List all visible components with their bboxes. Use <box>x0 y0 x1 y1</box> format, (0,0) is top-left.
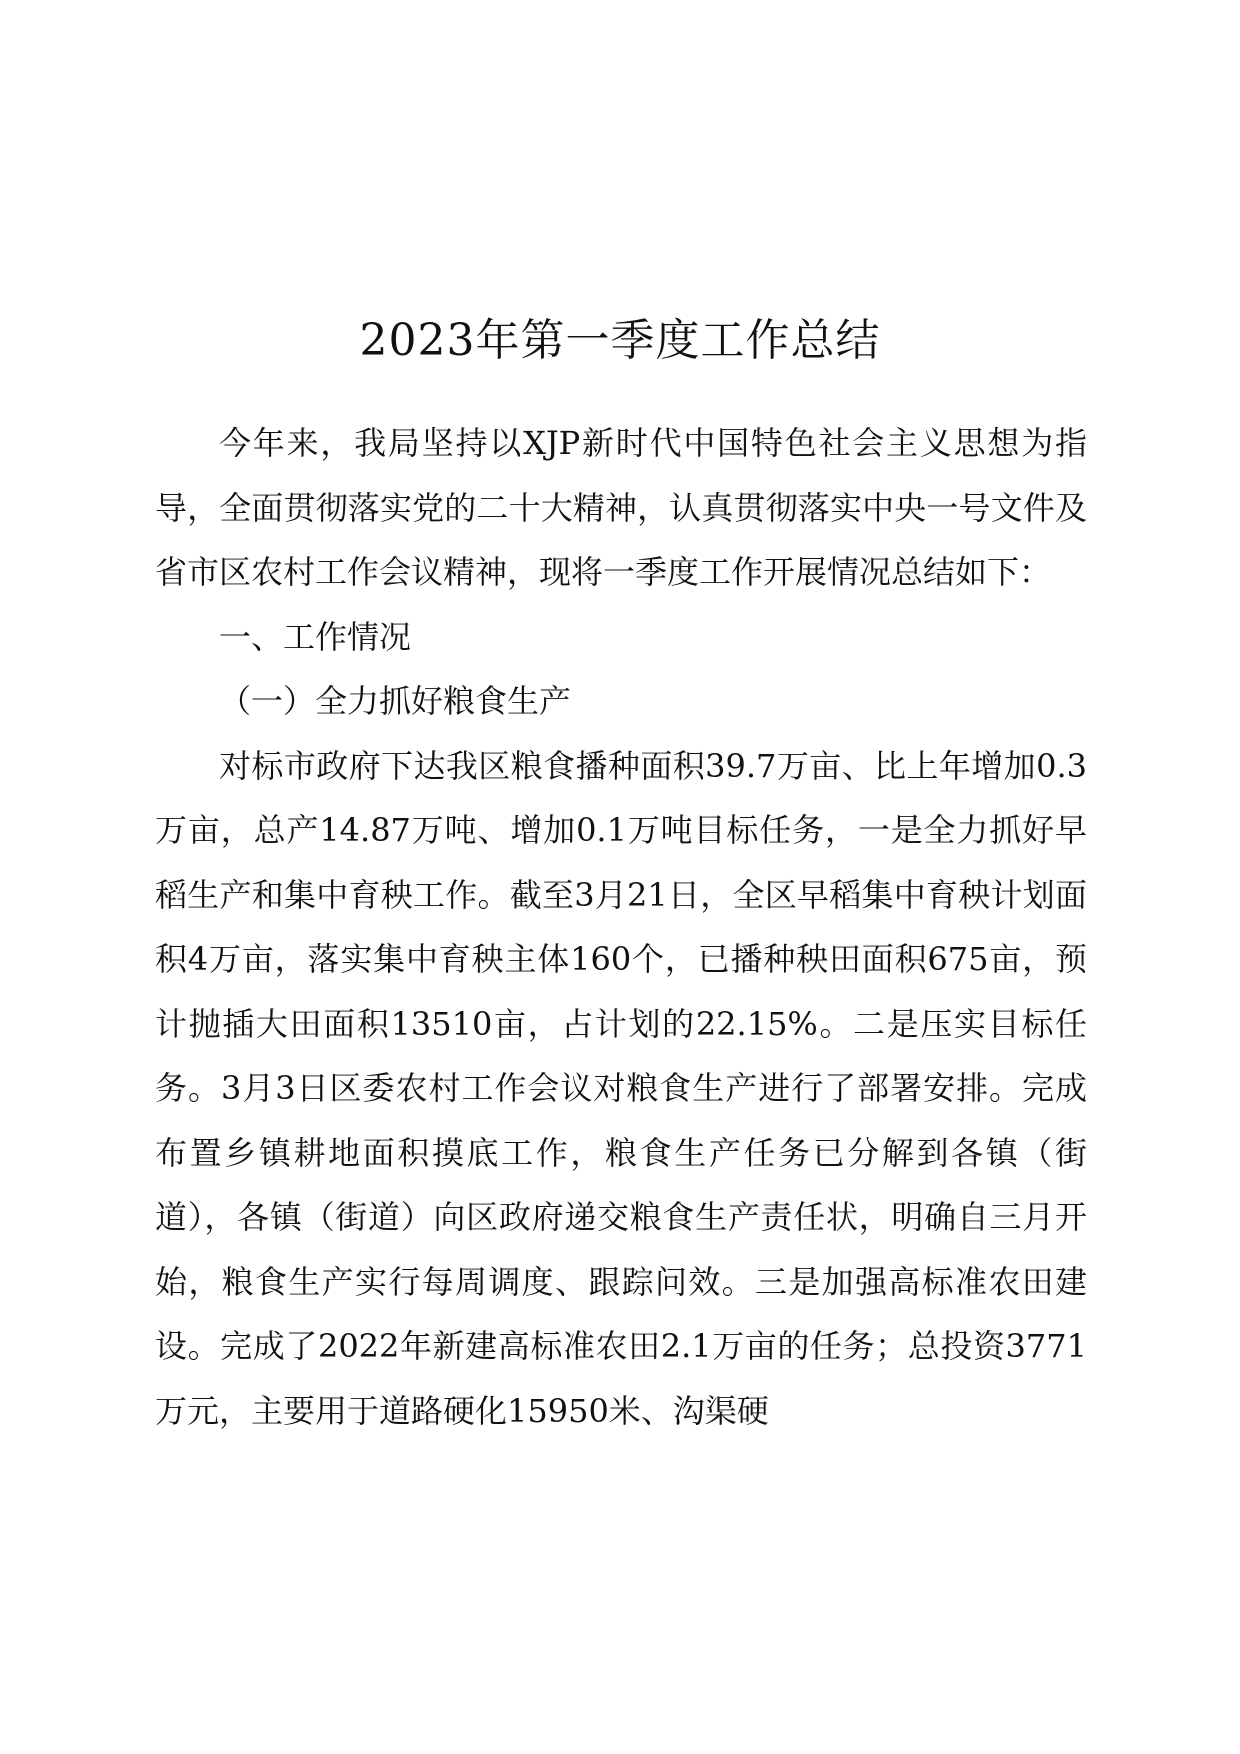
subsection-heading: （一）全力抓好粮食生产 <box>219 682 572 720</box>
body-paragraph: 对标市政府下达我区粮食播种面积39.7万亩、比上年增加0.3万亩，总产14.87万吨、增加0.1万吨目标任务，一是全力抓好早稻生产和集中育秧工作。截至3月21日，全区早稻集中育秧计划面积4万亩，落实集中育秧主体160个，已播种秧田面积675亩，预计抛插大田面积13510亩，占计划的22.15%。二是压实目标任务。3月3日区委农村工作会议对粮食生产进行了部署安排。完成布置乡镇耕地面积摸底工作，粮食生产任务已分解到各镇（街道），各镇（街道）向区政府递交粮食生产责任状，明确自三月开始，粮食生产实行每周调度、跟踪问效。三是加强高标准农田建设。完成了2022年新建高标准农田2.1万亩的任务；总投资3771万元，主要用于道路硬化15950米、沟渠硬 <box>155 746 1087 1430</box>
document-body <box>155 411 1087 1443</box>
intro-paragraph: 今年来，我局坚持以XJP新时代中国特色社会主义思想为指导，全面贯彻落实党的二十大精神，认真贯彻落实中央一号文件及省市区农村工作会议精神，现将一季度工作开展情况总结如下： <box>155 424 1087 591</box>
document-title: 2023年第一季度工作总结 <box>359 315 881 367</box>
section-heading: 一、工作情况 <box>219 617 412 656</box>
